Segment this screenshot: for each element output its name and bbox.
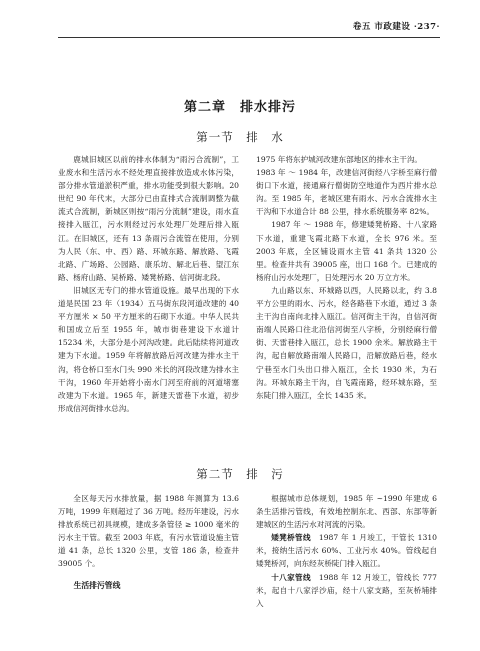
paragraph: 九山路以东、环城路以西，人民路以北，约 3.8 平方公里的雨水、污水，经各路巷下水道，通过 3 条主干沟自南向北排入瓯江。信河街主干沟，自信河街南端人民路口往北沿信河街至八字桥，分别经麻行僧街、天雷巷排入瓯江，总长 1900 余米。解放路主干沟，起自解放路南端人民路口，沿解放路后巷，经水宁巷至水门头出口排入瓯江，全长 1930 米，为石沟。环城东路主干沟，自飞霞南路，经环城东路，至东陡门排入瓯江，全长 1435 米。 bbox=[256, 285, 437, 400]
paragraph: 1975 年将东护城河改建东部地区的排水主干沟。 bbox=[256, 155, 423, 164]
paragraph: 鹿城旧城区以前的排水体制为“雨污合流制”，工业废水和生活污水不经处理直接排放造成水体污染，部分排水管道淤积严重，排水功能受到很大影响。20 世纪 90 年代末，大部分已由直排式合流制调整为截流式合流制，新城区则按“雨污分流制”建设，雨水直接排入瓯江，污水则经过污水处理厂处理后排入瓯江。在旧城区，还有 13 条雨污合流管在使用，分别为人民（东、中、西）路、环城东路、解放路、飞霞北路、广场路、公园路、康乐坊、解北后巷、望江东路、杨府山路、吴桥路、矮凳桥路、信河街北段。 bbox=[58, 155, 239, 282]
paragraph: 旧城区无专门的排水管道设施。最早出现的下水道是民国 23 年（1934）五马街东段河道改建的 40 平方厘米 × 50 平方厘米的石砌下水道。中华人民共和国成立后至 1955 年，城市街巷建设下水道计 15234 米，大部分是小河沟改建。此后陆续将河道改建为下水道。1959 年将解放路后河改建为排水主干沟，将仓桥口至水门头 990 米长的河段改建为排水主干沟，1960 年开始将小南水门河至府前的河道堵塞改建为下水道。1965 年，新建天雷巷下水道，初步形成信河街排水总沟。 bbox=[58, 285, 239, 413]
inline-heading: 十八家管线 bbox=[271, 572, 311, 582]
paragraph: 全区每天污水排放量，据 1988 年测算为 13.6 万吨，1999 年则超过了 36 万吨。经历年建设，污水排放系统已初具规模，建成多条管径 ≥ 1000 毫米的污水主干管。截至 2003 年底，有污水管道设施主管道 41 条，总长 1320 公里，支管 186 条，检查井 39005 个。 bbox=[58, 494, 239, 569]
subheading-sewage-lines: 生活排污管线 bbox=[73, 580, 121, 590]
section2-right-column bbox=[256, 492, 437, 610]
paragraph bbox=[256, 571, 437, 610]
paragraph bbox=[256, 531, 437, 570]
inline-heading: 矮凳桥管线 bbox=[271, 533, 311, 543]
section-title-sewage: 第二节 排 污 bbox=[196, 467, 284, 481]
section1-left-column bbox=[58, 153, 239, 415]
section2-left-column bbox=[58, 492, 239, 592]
paragraph: 1983 年 ～ 1984 年，改建信河街经八字桥至麻行僧街口下水道，接通麻行僧街防空地道作为西片排水总沟。至 1985 年，老城区建有雨水、污水合流排水主干沟和下水道合计 88 公里，排水系统服务率 82%。 bbox=[256, 168, 437, 217]
section-title-drainage: 第一节 排 水 bbox=[196, 130, 284, 144]
header-rule bbox=[58, 37, 440, 38]
running-head: 卷五 市政建设 ·237· bbox=[352, 22, 440, 32]
paragraph-body: 1987 年 1 月竣工，干管长 1310 米，接纳生活污水 60%、工业污水 40%。管线起自矮凳桥河，向东经灰桥陡门排入瓯江。 bbox=[256, 533, 438, 569]
paragraph: 根据城市总体规划，1985 年 ~1990 年建成 6 条生活排污管线，有效地控制东北、西部、东部等新建城区的生活污水对河流的污染。 bbox=[256, 494, 437, 530]
paragraph-body: 1988 年 12 月竣工，管线长 777 米，起自十八家浮沙庙，经十八家支路，至灰桥埔排入 bbox=[256, 572, 438, 608]
section1-right-column bbox=[256, 153, 437, 402]
chapter-title: 第二章 排水排污 bbox=[183, 100, 296, 115]
paragraph: 1987 年 ～ 1988 年，修建矮凳桥路、十八家路下水道，重建飞霞北路下水道，全长 976 米。至 2003 年底，全区铺设雨水主管 41 条共 1320 公里。检查井共有 39005 座，出口 168 个。已建成的杨府山污水处理厂，日处理污水 20 万立方米。 bbox=[256, 220, 437, 282]
